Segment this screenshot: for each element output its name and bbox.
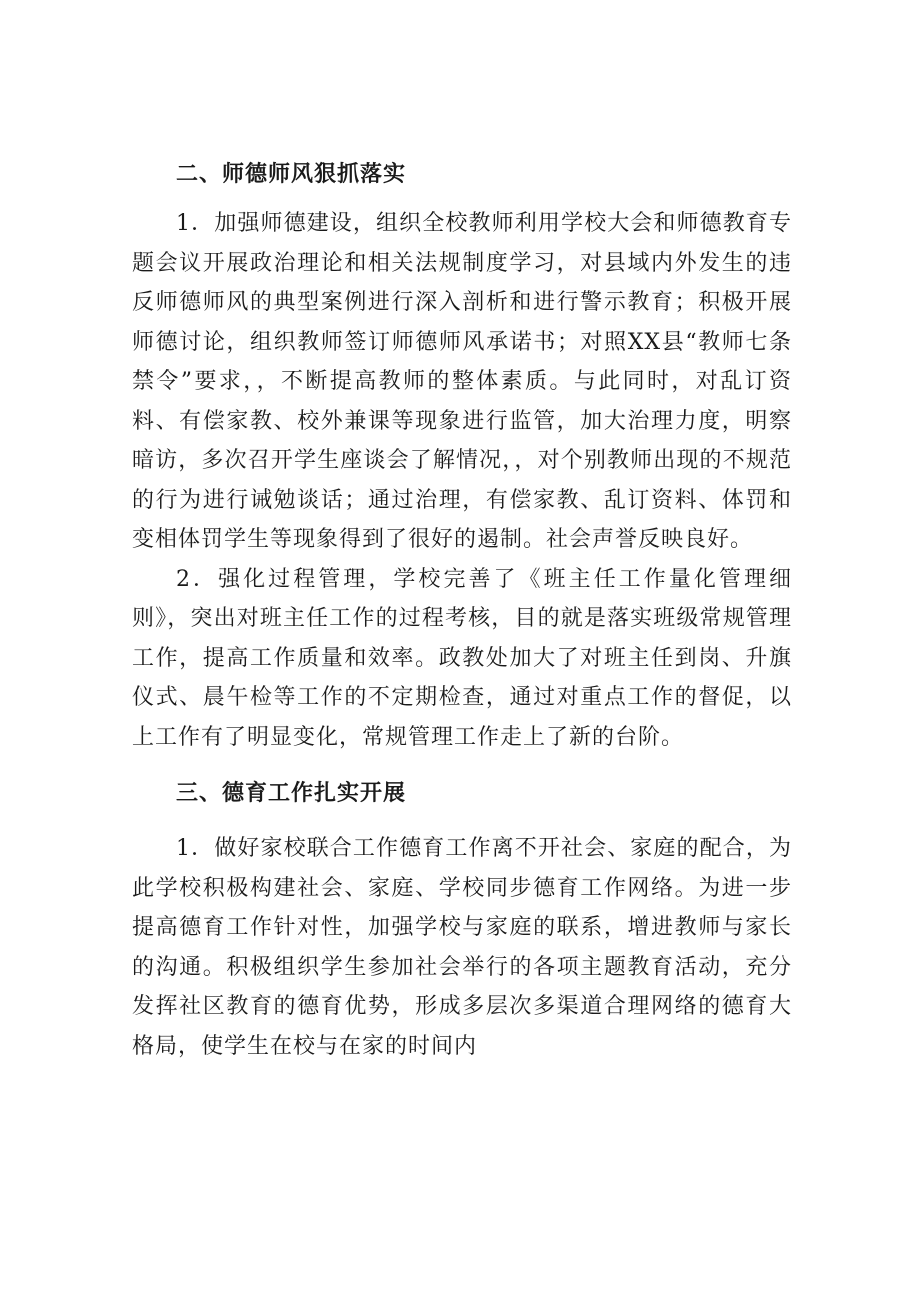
paragraph-home-school-cooperation: 1．做好家校联合工作德育工作离不开社会、家庭的配合，为此学校积极构建社会、家庭、学校同步德育工作网络。为进一步提高德育工作针对性，加强学校与家庭的联系，增进教师与家长的沟通。积极组织学生参加社会举行的各项主题教育活动，充分发挥社区教育的德育优势，形成多层次多渠道合理网络的德育大格局，使学生在校与在家的时间内: [132, 836, 792, 1059]
section-heading-moral-education: 三、德育工作扎实开展: [176, 780, 407, 806]
section-heading-teacher-ethics: 二、师德师风狠抓落实: [176, 161, 407, 187]
document-body: [132, 156, 792, 1066]
paragraph-ethics-construction: 1．加强师德建设，组织全校教师利用学校大会和师德教育专题会议开展政治理论和相关法规制度学习，对县域内外发生的违反师德师风的典型案例进行深入剖析和进行警示教育；积极开展师德讨论，组织教师签订师德师风承诺书；对照XX县“教师七条禁令”要求，，不断提高教师的整体素质。与此同时，对乱订资料、有偿家教、校外兼课等现象进行监管，加大治理力度，明察暗访，多次召开学生座谈会了解情况，，对个别教师出现的不规范的行为进行诫勉谈话；通过治理，有偿家教、乱订资料、体罚和变相体罚学生等现象得到了很好的遏制。社会声誉反映良好。: [132, 211, 792, 552]
paragraph-process-management: 2．强化过程管理，学校完善了《班主任工作量化管理细则》，突出对班主任工作的过程考核，目的就是落实班级常规管理工作，提高工作质量和效率。政教处加大了对班主任到岗、升旗仪式、晨午检等工作的不定期检查，通过对重点工作的督促，以上工作有了明显变化，常规管理工作走上了新的台阶。: [132, 566, 792, 750]
